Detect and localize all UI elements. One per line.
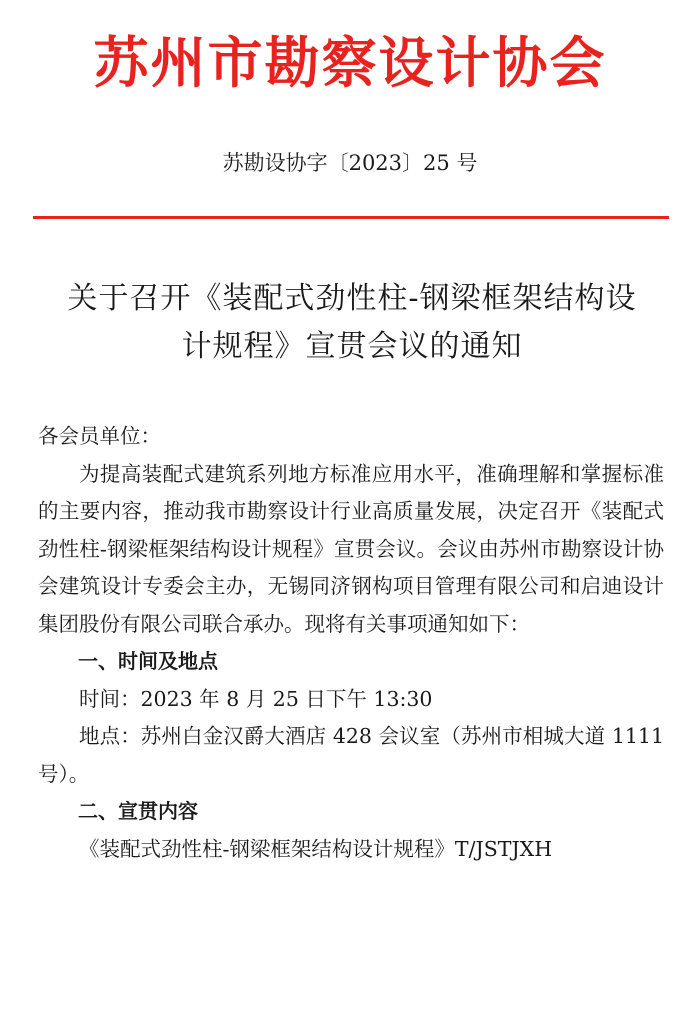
notice-title-line-1: 关于召开《装配式劲性柱-钢梁框架结构设 bbox=[67, 281, 637, 316]
meeting-location: 地点：苏州白金汉爵大酒店 428 会议室（苏州市相城大道 1111 号）。 bbox=[38, 724, 664, 786]
meeting-time: 时间：2023 年 8 月 25 日下午 13:30 bbox=[79, 686, 433, 711]
intro-paragraph: 为提高装配式建筑系列地方标准应用水平，准确理解和掌握标准的主要内容，推动我市勘察设计行业高质量发展，决定召开《装配式劲性柱-钢梁框架结构设计规程》宣贯会议。会议由苏州市勘察设计协会建筑设计专委会主办，无锡同济钢构项目管理有限公司和启迪设计集团股份有限公司联合承办。现将有关事项通知如下： bbox=[38, 461, 664, 636]
notice-body bbox=[38, 418, 664, 868]
notice-title bbox=[40, 275, 664, 371]
section-heading-content: 二、宣贯内容 bbox=[78, 799, 198, 823]
standard-reference: 《装配式劲性柱-钢梁框架结构设计规程》T/JSTJXH bbox=[79, 836, 553, 861]
red-divider-line bbox=[33, 216, 669, 219]
document-number: 苏勘设协字〔2023〕25 号 bbox=[222, 151, 478, 175]
organization-name: 苏州市勘察设计协会 bbox=[93, 30, 607, 95]
section-heading-time-location: 一、时间及地点 bbox=[78, 649, 218, 673]
notice-title-line-2: 计规程》宣贯会议的通知 bbox=[181, 329, 523, 364]
salutation: 各会员单位： bbox=[38, 424, 161, 448]
